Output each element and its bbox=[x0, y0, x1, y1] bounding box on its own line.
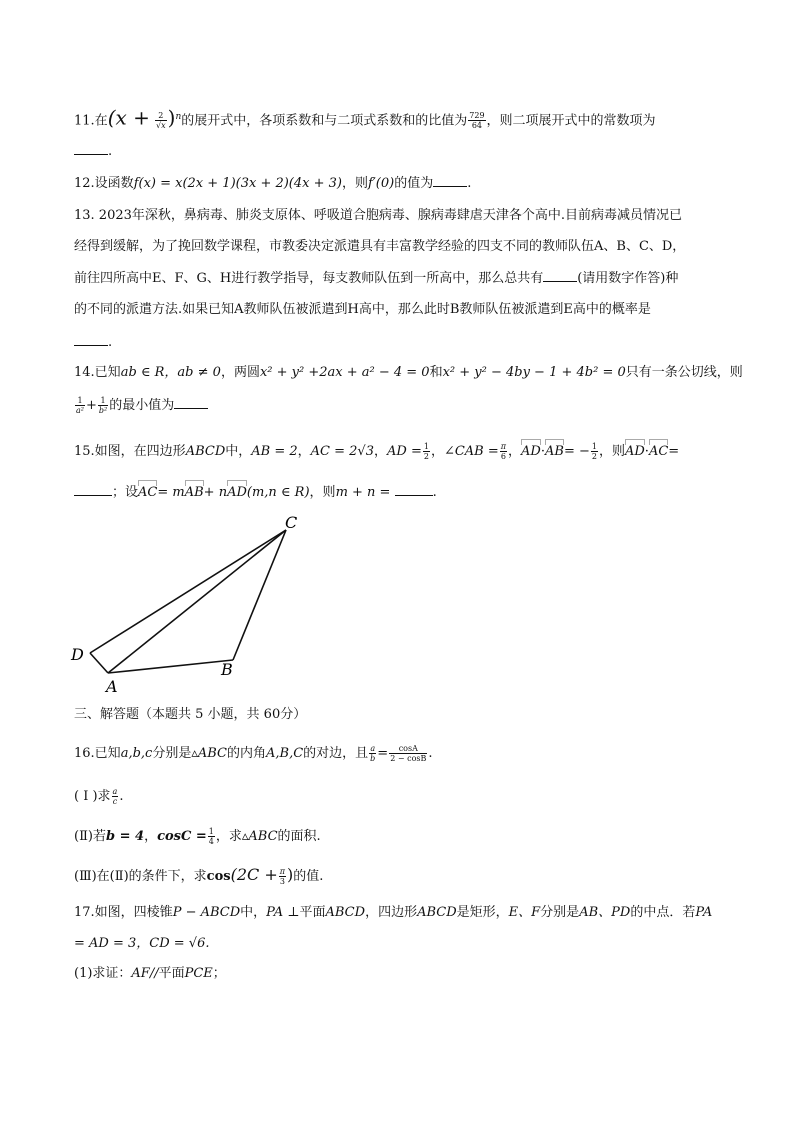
q15-vector-ad: AD bbox=[521, 444, 541, 459]
q14-line2: $\frac{1}{\text{a²}}$ + $\frac{1}{\text{b²}}$ 的最小值为 bbox=[74, 396, 724, 415]
q14-circle2: x² + y² − 4by − 1 + 4b² = 0 bbox=[442, 365, 626, 380]
q16-i-fraction: $\frac{a}{c}$ bbox=[112, 787, 118, 806]
q15-line2: ；设AC= mAB+ nAD(m,n ∈ R)，则m + n = . bbox=[74, 483, 724, 502]
section-heading: 三、解答题（本题共 5 小题，共 60分） bbox=[74, 707, 307, 722]
q12-answer-blank[interactable] bbox=[433, 174, 467, 187]
q13-line4: 的不同的派遣方法.如果已知A教师队伍被派遣到H高中，那么此时B教师队伍被派遣到E高中的概率是 bbox=[74, 302, 651, 317]
edge-ab bbox=[108, 660, 233, 673]
q15-answer-blank-1[interactable] bbox=[74, 483, 112, 496]
q15-vector-ac: AC bbox=[648, 444, 669, 459]
edge-ac bbox=[108, 530, 286, 673]
q15-vector-ad-3: AD bbox=[227, 485, 247, 500]
q15-answer-blank-2[interactable] bbox=[395, 483, 433, 496]
edge-dc bbox=[90, 530, 286, 653]
q15-angle-fraction: $\frac{\pi}{6}$ bbox=[500, 442, 507, 461]
q16-ii-fraction: $\frac{1}{4}$ bbox=[208, 827, 214, 846]
q11-expr-open: (x + bbox=[107, 105, 150, 130]
q11-text: 11.在 bbox=[74, 113, 108, 129]
q13-answer-line: . bbox=[74, 333, 724, 352]
edge-da bbox=[90, 653, 108, 673]
q13-answer-blank-2[interactable] bbox=[74, 333, 108, 346]
q14-answer-blank[interactable] bbox=[174, 396, 208, 409]
q14-fraction-a: $\frac{1}{\text{a²}}$ bbox=[76, 396, 84, 415]
q11-text3: ，则二项展开式中的常数项为 bbox=[486, 113, 656, 129]
q12-function: f(x) = x(2x + 1)(3x + 2)(4x + 3) bbox=[133, 176, 342, 191]
q13-line3: 前往四所高中E、F、G、H进行教学指导，每支教师队伍到一所高中，那么总共有 (请用数字作答)种 bbox=[74, 271, 679, 286]
q14-circle1: x² + y² +2ax + a² − 4 = 0 bbox=[259, 365, 430, 380]
q12-derivative: f′(0) bbox=[368, 176, 395, 191]
q11-answer-blank[interactable] bbox=[74, 142, 108, 155]
label-c: C bbox=[285, 513, 298, 532]
q16-rhs-fraction: $\frac{\cos A}{2 - \cos B}$ bbox=[390, 744, 427, 763]
q16-part-iii: (Ⅲ)在(Ⅱ)的条件下，求cos(2C + $\frac{\pi}{3}$ )的值. bbox=[74, 865, 324, 886]
q17-part-1: (1)求证：AF//平面PCE； bbox=[74, 966, 226, 981]
q11-exponent: n bbox=[175, 112, 182, 122]
q15-line1: 15.如图，在四边形ABCD中，AB = 2，AC = 2√3，AD = $\frac{1}{2}$ ，∠CAB = $\frac{\pi}{6}$ ，AD·AB= − $\frac{1}{2}$ ，则AD·AC= bbox=[74, 442, 680, 461]
q13-line2: 经得到缓解，为了挽回数学课程，市教委决定派遣具有丰富教学经验的四支不同的教师队伍A、B、C、D， bbox=[74, 239, 686, 254]
q13-answer-blank-1[interactable] bbox=[543, 269, 577, 282]
q14-line1: 14.已知ab ∈ R，ab ≠ 0，两圆x² + y² +2ax + a² − 4 = 0和x² + y² − 4by − 1 + 4b² = 0只有一条公切线，则 bbox=[74, 365, 743, 380]
label-d: D bbox=[71, 645, 84, 664]
q16-iii-fraction: $\frac{\pi}{3}$ bbox=[279, 867, 285, 886]
quadrilateral-figure bbox=[66, 510, 306, 700]
label-b: B bbox=[221, 660, 233, 679]
q16-part-ii: (Ⅱ)若b = 4，cosC = $\frac{1}{4}$ ，求▵ABC的面积. bbox=[74, 827, 321, 846]
q14-condition: ab ∈ R，ab ≠ 0 bbox=[120, 365, 221, 380]
q16-lhs-fraction: $\frac{a}{b}$ bbox=[370, 744, 376, 763]
q16-part-i: ( I )求 $\frac{a}{c}$ . bbox=[74, 787, 124, 806]
q15-vector-ad-2: AD bbox=[624, 444, 645, 459]
q11-expr-close: ) bbox=[167, 105, 176, 130]
q14-fraction-b: $\frac{1}{\text{b²}}$ bbox=[98, 396, 108, 415]
q17-line1: 17.如图，四棱锥P − ABCD中，PA ⊥平面ABCD，四边形ABCD是矩形，E、F分别是AB、PD的中点．若PA bbox=[74, 905, 713, 920]
q16-line1: 16.已知a,b,c分别是▵ABC的内角A,B,C的对边，且 $\frac{a}{b}$ = $\frac{\cos A}{2 - \cos B}$ . bbox=[74, 744, 433, 763]
q11-line bbox=[74, 105, 724, 131]
q12-line: 12.设函数f(x) = x(2x + 1)(3x + 2)(4x + 3)，则f′(0)的值为 . bbox=[74, 176, 472, 191]
q15-dot-fraction: $\frac{1}{2}$ bbox=[591, 442, 597, 461]
q15-vector-ab-2: AB bbox=[184, 485, 204, 500]
q11-ratio-fraction: $\frac{729}{64}$ bbox=[469, 111, 485, 131]
q15-ad-fraction: $\frac{1}{2}$ bbox=[423, 442, 429, 461]
q13-line1: 13. 2023年深秋，鼻病毒、肺炎支原体、呼吸道合胞病毒、腺病毒肆虐天津各个高中.目前病毒减员情况已 bbox=[74, 208, 683, 223]
q15-vector-ac-2: AC bbox=[138, 485, 158, 500]
q11-inner-fraction: $\frac{2}{√x}$ bbox=[156, 111, 166, 131]
q11-answer-line: . bbox=[74, 142, 724, 161]
edge-bc bbox=[233, 530, 286, 660]
q11-text2: 的展开式中，各项系数和与二项式系数和的比值为 bbox=[181, 113, 468, 129]
q17-line2: = AD = 3，CD = √6. bbox=[74, 936, 210, 951]
q15-vector-ab: AB bbox=[545, 444, 564, 459]
label-a: A bbox=[106, 677, 118, 696]
